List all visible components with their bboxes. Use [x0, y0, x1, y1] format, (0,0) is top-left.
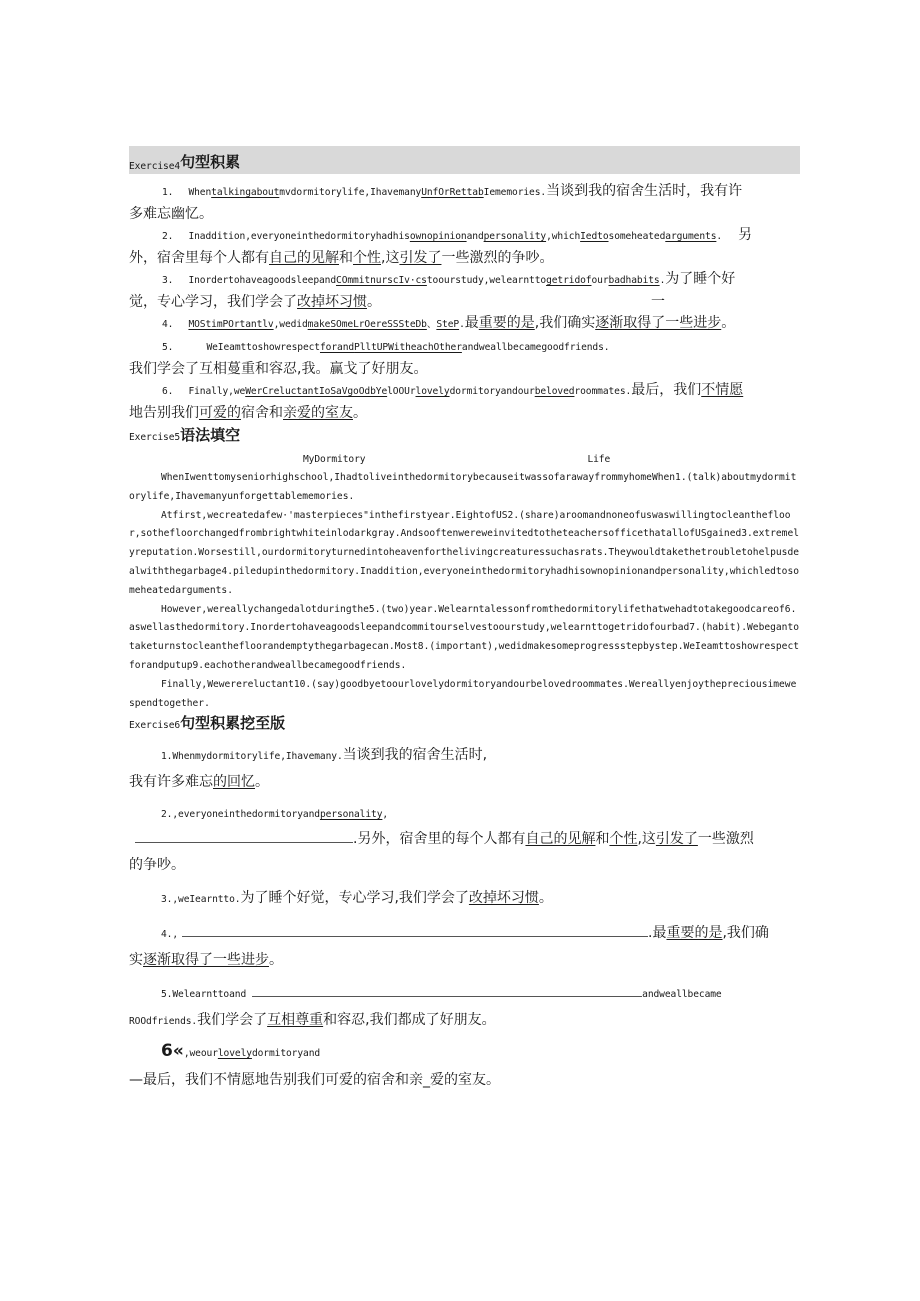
ex6-item-4-cont: 实逐渐取得了一些进步。	[129, 952, 283, 969]
answer-blank[interactable]	[135, 832, 353, 843]
exercise5-header	[129, 425, 800, 448]
ex4-item-3: 3. InordertohaveagoodsleepandCOmmitnurscIv·cstoourstudy,welearnttogetridofourbadhabits.为了睡个好	[162, 271, 736, 287]
ex6-item-1-cont: 我有许多难忘的回忆。	[129, 774, 269, 791]
exercise5-title: 语法填空	[180, 426, 241, 444]
ex4-item-3-cont: 觉，专心学习，我们学会了改掉坏习惯。 一	[129, 294, 665, 310]
worksheet-page	[129, 146, 800, 1092]
exercise4-header	[129, 146, 800, 174]
ex6-item-5: 5.Welearnttoand andweallbecame	[129, 980, 800, 1007]
passage-paragraph-3: However,wereallychangedalotduringthe5.(two)year.Welearntalessonfromthedormitorylifethatwehadtotakegoodcareof6.aswellasthedormitory.Inordertohaveagoodsleepandcommitourselvestoourstudy,welearnttogetridofourbad7.(habit).Webegantotaketurnstocleanthefloorandemptythegarbagecan.Most8.(important),wedidmakesomeprogressstepbystep.WeIeamttoshowrespectforandputup9.eachotherandweallbecamegoodfriends.	[129, 603, 800, 671]
exercise5-label: Exercise5	[129, 432, 181, 443]
ex4-item-4: 4. MOStimPOrtantlv,wedidmakeSOmeLrOereSSSteDb、SteP.最重要的是,我们确实逐渐取得了一些进步。	[162, 315, 736, 331]
ex6-item-5-cont: ROOdfriends.我们学会了互相尊重和容忍,我们都成了好朋友。	[129, 1012, 496, 1029]
passage-title: MyDormitory Life	[303, 454, 611, 465]
passage-paragraph-4: Finally,Wewerereluctant10.(say)goodbyetoourlovelydormitoryandourbelovedroommates.Wereallyenjoythepreciousimewespendtogether.	[129, 678, 797, 709]
passage-paragraph-2: Atfirst,wecreatedafew·'masterpieces"inthefirstyear.EightofUS2.(share)aroomandnoneofuswaswillingtocleanthefloor,sothefloorchangedfrombrightwhiteinlodarkgray.AndsooftenwereweinvitedtotheteachersofficethatallofUSgained3.extremelyreputation.Worsestill,ourdormitoryturnedintoheavenforthelivingcreaturessuchasrats.Theywouldtakethetroubletohelpusdealwiththegarbage4.piledupinthedormitory.Inaddition,everyoneinthedormitoryhadhisownopinionandpersonality,whichledtosomeheatedarguments.	[129, 509, 800, 596]
ex6-item-6-cont: —最后，我们不情愿地告别我们可爱的宿舍和亲_爱的室友。	[129, 1072, 500, 1089]
exercise6-header	[129, 713, 800, 736]
ex4-item-1-cont: 多难忘幽忆。	[129, 206, 213, 222]
ex4-item-2-cont: 外，宿舍里每个人都有自己的见解和个性,这引发了一些激烈的争吵。	[129, 250, 554, 266]
ex6-item-4: 4., .最重要的是,我们确	[161, 925, 769, 942]
exercise4-label: Exercise4	[129, 161, 181, 172]
ex4-item-6-cont: 地告别我们可爱的宿舍和亲爱的室友。	[129, 405, 367, 421]
ex6-item-3: 3.,weIearntto.为了睡个好觉，专心学习,我们学会了改掉坏习惯。	[161, 890, 553, 907]
ex4-item-2: 2. Inaddition,everyoneinthedormitoryhadhisownopinionandpersonality,whichIedtosomeheatedarguments. 另	[162, 227, 753, 243]
ex6-item-2: 2.,everyoneinthedormitoryandpersonality,	[161, 809, 389, 821]
ex4-item-5: 5. WeIeamttoshowrespectforandPlltUPWitheachOtherandweallbecamegoodfriends.	[162, 342, 610, 353]
exercise6-title: 句型积累挖至版	[180, 714, 286, 733]
passage-paragraph-1: WhenIwenttomyseniorhighschool,IhadtoliveinthedormitorybecauseitwassofarawayfrommyhomeWhen1.(talk)aboutmydormitorylife,Ihavemanyunforgettablememories.	[129, 472, 797, 502]
answer-blank[interactable]	[252, 986, 642, 997]
ex6-item-6: 6«,weourlovelydormitoryand	[161, 1041, 321, 1062]
ex4-item-6: 6. Finally,weWerCreluctantIoSaVgoOdbYelOOUrlovelydormitoryandourbelovedroommates.最后，我们不情愿	[162, 382, 744, 398]
answer-blank[interactable]	[182, 926, 648, 937]
ex4-item-5-cont: 我们学会了互相蔓重和容忍,我。赢戈了好朋友。	[129, 361, 428, 377]
ex6-item-2-cont: .另外，宿舍里的每个人都有自己的见解和个性,这引发了一些激烈	[129, 825, 800, 852]
exercise6-label: Exercise6	[129, 720, 181, 732]
ex6-item-1: 1.Whenmydormitorylife,Ihavemany.当谈到我的宿舍生活时,	[161, 747, 488, 764]
exercise4-title: 句型积累	[180, 153, 241, 171]
ex6-item-2-cont2: 的争吵。	[129, 857, 185, 874]
ex4-item-1: 1. Whentalkingaboutmvdormitorylife,IhavemanyUnfOrRettabIememories.当谈到我的宿舍生活时，我有许	[162, 183, 743, 199]
